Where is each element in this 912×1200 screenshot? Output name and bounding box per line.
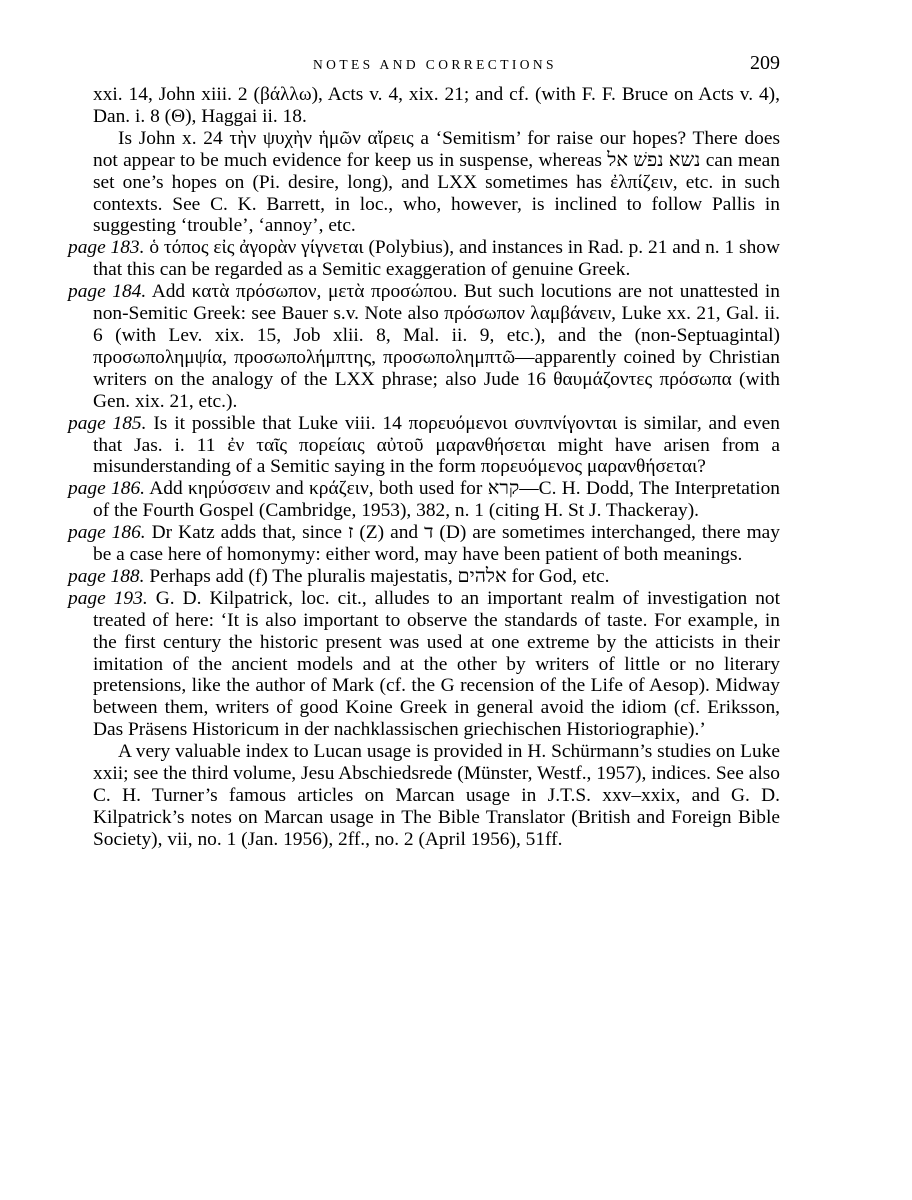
note-entry bbox=[68, 237, 780, 281]
page-reference: page 193. bbox=[68, 587, 148, 609]
entry-text: Is it possible that Luke viii. 14 πορευόμενοι συνπνίγονται is similar, and even that Jas. i. 11 ἐν ταῖς πορείαις αὐτοῦ μαρανθήσεται might have arisen from a misunderstanding of a Semitic saying in the form πορευόμενος μαρανθήσεται? bbox=[93, 412, 780, 478]
running-title: NOTES AND CORRECTIONS bbox=[313, 57, 557, 72]
page-reference: page 188. bbox=[68, 565, 145, 587]
entry-text: Add κατὰ πρόσωπον, μετὰ προσώπου. But such locutions are not unattested in non-Semitic Greek: see Bauer s.v. Note also πρόσωπον λαμβάνειν, Luke xx. 21, Gal. ii. 6 (with Lev. xix. 15, Job xlii. 8, Mal. ii. 9, etc.), and the (non-Septuagintal) προσωπολημψία, προσωπολήμπτης, προσωπολημπτῶ—apparently coined by Christian writers on the analogy of the LXX phrase; also Jude 16 θαυμάζοντες πρόσωπα (with Gen. xix. 21, etc.). bbox=[93, 281, 780, 412]
page-reference: page 185. bbox=[68, 412, 147, 434]
entry-text: Dr Katz adds that, since ז (Z) and ד (D) are sometimes interchanged, there may be a case here of homonymy: either word, may have been patient of both meanings. bbox=[93, 522, 780, 566]
page-reference: page 184. bbox=[68, 281, 147, 303]
note-continuation bbox=[68, 84, 780, 128]
page-header bbox=[90, 52, 780, 78]
page-reference: page 186. bbox=[68, 478, 145, 500]
note-entry bbox=[68, 522, 780, 566]
page-number: 209 bbox=[750, 52, 780, 74]
note-entry bbox=[68, 588, 780, 741]
entry-text: G. D. Kilpatrick, loc. cit., alludes to an important realm of investigation not treated of here: ‘It is also important to observe the standards of taste. For example, in the first century the historic present was used at one extreme by the atticists in their imitation of the ancient models and at the other by writers of little or no literary pretensions, like the author of Mark (cf. the G recension of the Life of Aesop). Midway between them, writers of good Koine Greek in general avoid the idiom (cf. Eriksson, Das Präsens Historicum in der nachklassischen griechischen Historiographie).’ bbox=[93, 587, 780, 741]
note-paragraph bbox=[68, 128, 780, 238]
note-entry bbox=[68, 566, 780, 588]
note-entry bbox=[68, 478, 780, 522]
paragraph-text: Is John x. 24 τὴν ψυχὴν ἡμῶν αἴρεις a ‘Semitism’ for raise our hopes? There does not appear to be much evidence for keep us in suspense, whereas נשא נפשׁ אל can mean set one’s hopes on (Pi. desire, long), and LXX sometimes has ἐλπίζειν, etc. in such contexts. See C. K. Barrett, in loc., who, however, is inclined to follow Pallis in suggesting ‘trouble’, ‘annoy’, etc. bbox=[93, 127, 780, 237]
entry-text: Perhaps add (f) The pluralis majestatis, אלהים for God, etc. bbox=[149, 565, 610, 587]
entry-text: ὁ τόπος εἰς ἀγορὰν γίγνεται (Polybius), and instances in Rad. p. 21 and n. 1 show that this can be regarded as a Semitic exaggeration of genuine Greek. bbox=[93, 237, 780, 281]
note-entry bbox=[68, 413, 780, 479]
page-reference: page 186. bbox=[68, 522, 146, 544]
entry-text: Add κηρύσσειν and κράζειν, both used for קרא—C. H. Dodd, The Interpretation of the Fourth Gospel (Cambridge, 1953), 382, n. 1 (citing H. St J. Thackeray). bbox=[93, 478, 780, 522]
notes-body bbox=[68, 84, 780, 851]
paragraph-text: A very valuable index to Lucan usage is provided in H. Schürmann’s studies on Luke xxii; see the third volume, Jesu Abschiedsrede (Münster, Westf., 1957), indices. See also C. H. Turner’s famous articles on Marcan usage in J.T.S. xxv–xxix, and G. D. Kilpatrick’s notes on Marcan usage in The Bible Translator (British and Foreign Bible Society), vii, no. 1 (Jan. 1956), 2ff., no. 2 (April 1956), 51ff. bbox=[93, 741, 780, 850]
note-entry bbox=[68, 281, 780, 412]
page-reference: page 183. bbox=[68, 237, 145, 259]
note-paragraph bbox=[68, 741, 780, 851]
paragraph-text: xxi. 14, John xiii. 2 (βάλλω), Acts v. 4, xix. 21; and cf. (with F. F. Bruce on Acts v. 4), Dan. i. 8 (Θ), Haggai ii. 18. bbox=[93, 84, 780, 127]
